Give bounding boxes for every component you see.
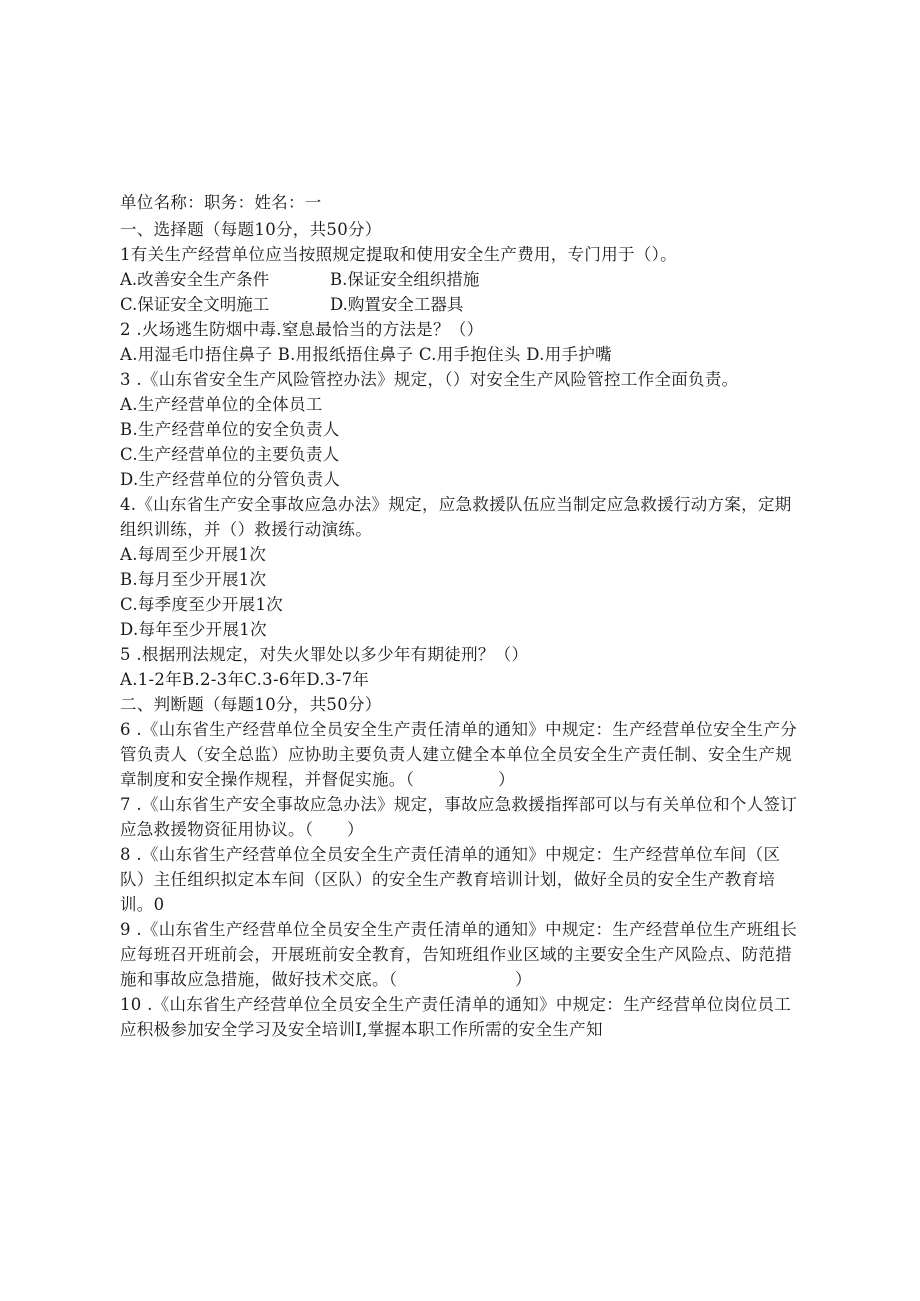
- question-6: 6 .《山东省生产经营单位全员安全生产责任清单的通知》中规定：生产经营单位安全生产分管负责人（安全总监）应协助主要负责人建立健全本单位全员安全生产责任制、安全生产规章制度和安全操作规程，并督促实施。（ ）: [120, 720, 798, 789]
- question-4-option-d: D.每年至少开展1次: [120, 620, 267, 639]
- question-8: 8 .《山东省生产经营单位全员安全生产责任清单的通知》中规定：生产经营单位车间（区队）主任组织拟定本车间（区队）的安全生产教育培训计划，做好全员的安全生产教育培训。0: [120, 845, 781, 914]
- question-4: 4.《山东省生产安全事故应急办法》规定，应急救援队伍应当制定应急救援行动方案，定期组织训练，并（）救援行动演练。: [120, 495, 792, 539]
- section2-title: 二、判断题（每题10分，共50分）: [120, 695, 382, 714]
- question-2-options: A.用湿毛巾捂住鼻子 B.用报纸捂住鼻子 C.用手抱住头 D.用手护嘴: [120, 345, 612, 364]
- question-1-option-d: D.购置安全工器具: [330, 295, 464, 314]
- question-3: 3 .《山东省安全生产风险管控办法》规定，（）对安全生产风险管控工作全面负责。: [120, 370, 739, 389]
- document-content: [120, 190, 800, 1042]
- question-3-option-b: B.生产经营单位的安全负责人: [120, 420, 340, 439]
- question-9: 9 .《山东省生产经营单位全员安全生产责任清单的通知》中规定：生产经营单位生产班组长应每班召开班前会，开展班前安全教育，告知班组作业区域的主要安全生产风险点、防范措施和事故应急措施，做好技术交底。（ ）: [120, 920, 798, 989]
- question-5-options: A.1-2年B.2-3年C.3-6年D.3-7年: [120, 670, 370, 689]
- question-4-option-b: B.每月至少开展1次: [120, 570, 267, 589]
- header-fields: 单位名称：职务：姓名：一: [120, 193, 322, 212]
- question-1-option-c: C.保证安全文明施工: [120, 295, 270, 314]
- question-3-option-d: D.生产经营单位的分管负责人: [120, 470, 341, 489]
- question-1-option-b: B.保证安全组织措施: [330, 270, 480, 289]
- question-10: 10 .《山东省生产经营单位全员安全生产责任清单的通知》中规定：生产经营单位岗位员工应积极参加安全学习及安全培训I,掌握本职工作所需的安全生产知: [120, 995, 792, 1039]
- question-4-option-c: C.每季度至少开展1次: [120, 595, 284, 614]
- question-7: 7 .《山东省生产安全事故应急办法》规定，事故应急救援指挥部可以与有关单位和个人签订应急救援物资征用协议。（ ）: [120, 795, 798, 839]
- question-3-option-c: C.生产经营单位的主要负责人: [120, 445, 340, 464]
- question-3-option-a: A.生产经营单位的全体员工: [120, 395, 323, 414]
- question-4-option-a: A.每周至少开展1次: [120, 545, 267, 564]
- question-5: 5 .根据刑法规定，对失火罪处以多少年有期徒刑？（）: [120, 645, 529, 664]
- question-2: 2 .火场逃生防烟中毒.窒息最恰当的方法是？（）: [120, 320, 484, 339]
- question-1-options-row1: [120, 267, 800, 292]
- question-1: 1有关生产经营单位应当按照规定提取和使用安全生产费用，专门用于（）。: [120, 245, 677, 264]
- question-1-options-row2: [120, 292, 800, 317]
- question-1-option-a: A.改善安全生产条件: [120, 270, 270, 289]
- section1-title: 一、选择题（每题10分，共50分）: [120, 220, 382, 239]
